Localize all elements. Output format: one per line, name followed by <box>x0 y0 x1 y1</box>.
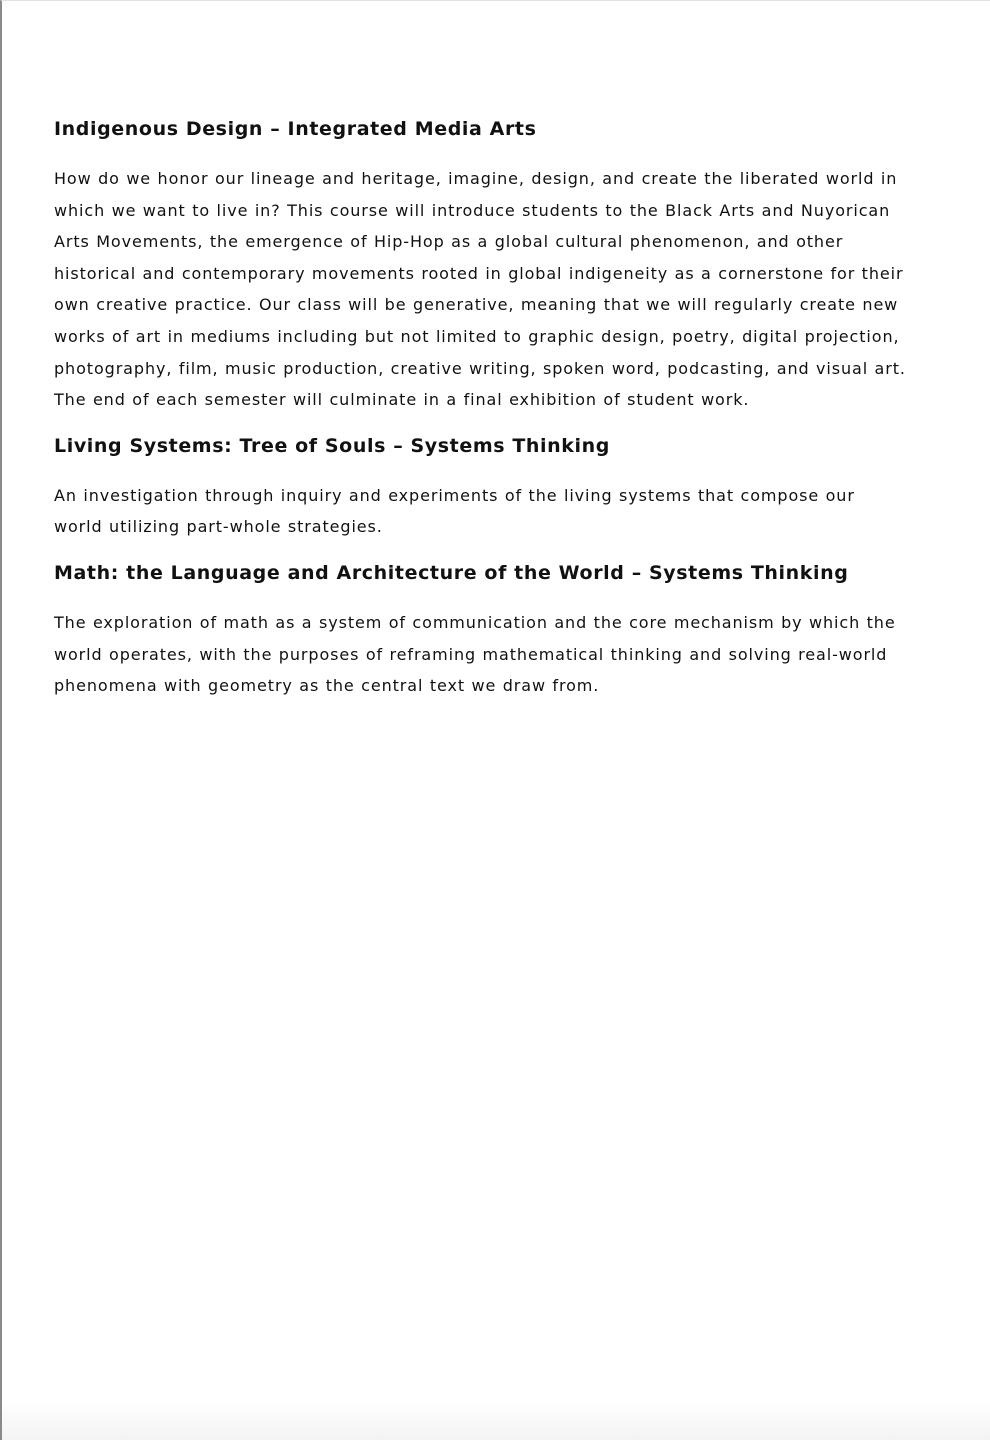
course-indigenous-design <box>54 113 954 416</box>
description-line: which we want to live in? This course will introduce students to the Black Arts and Nuyorican <box>54 200 891 220</box>
course-description <box>54 480 954 543</box>
description-line: The end of each semester will culminate in a final exhibition of student work. <box>54 390 750 410</box>
course-title: Math: the Language and Architecture of the World – Systems Thinking <box>54 561 849 584</box>
description-line: phenomena with geometry as the central text we draw from. <box>54 676 600 696</box>
course-description <box>54 163 954 416</box>
description-line: How do we honor our lineage and heritage, imagine, design, and create the liberated world in <box>54 169 898 188</box>
description-line: own creative practice. Our class will be generative, meaning that we will regularly create new <box>54 295 899 315</box>
description-line: works of art in mediums including but not limited to graphic design, poetry, digital projection, <box>54 326 900 346</box>
course-math <box>54 557 954 702</box>
description-line: photography, film, music production, creative writing, spoken word, podcasting, and visual art. <box>54 358 906 378</box>
course-living-systems <box>54 430 954 543</box>
description-line: world utilizing part-whole strategies. <box>54 517 383 537</box>
description-line: Arts Movements, the emergence of Hip-Hop as a global cultural phenomenon, and other <box>54 232 844 252</box>
course-title: Living Systems: Tree of Souls – Systems Thinking <box>54 434 610 457</box>
description-line: world operates, with the purposes of reframing mathematical thinking and solving real-world <box>54 644 888 664</box>
course-title: Indigenous Design – Integrated Media Arts <box>54 118 537 140</box>
description-line: historical and contemporary movements rooted in global indigeneity as a cornerstone for their <box>54 263 904 283</box>
description-line: The exploration of math as a system of communication and the core mechanism by which the <box>54 612 896 632</box>
description-line: An investigation through inquiry and experiments of the living systems that compose our <box>54 485 855 505</box>
course-list <box>54 113 954 716</box>
course-description <box>54 607 954 702</box>
